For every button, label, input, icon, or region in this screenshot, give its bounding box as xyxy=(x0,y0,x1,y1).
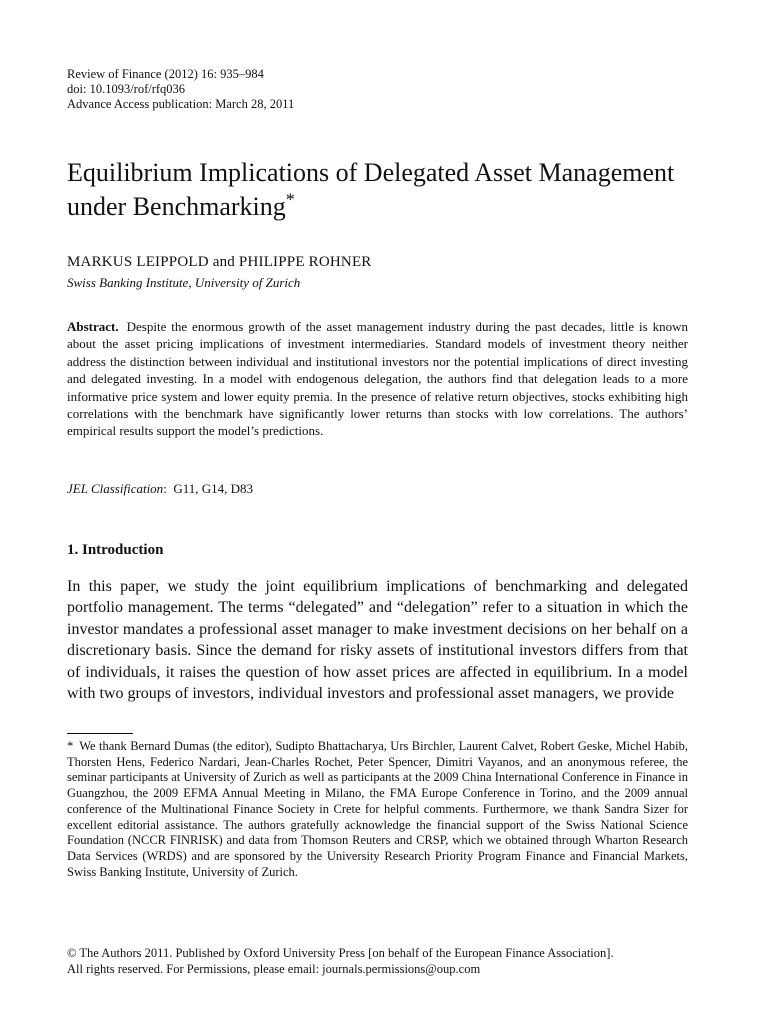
footnote-divider xyxy=(67,733,133,734)
paper-title-text: Equilibrium Implications of Delegated Asset Management under Benchmarking xyxy=(67,158,675,221)
paper-page xyxy=(67,0,688,1024)
paper-title xyxy=(67,156,688,224)
doi-line: doi: 10.1093/rof/rfq036 xyxy=(67,82,186,96)
affiliation: Swiss Banking Institute, University of Zurich xyxy=(67,275,301,290)
journal-metadata xyxy=(67,67,294,112)
footnote xyxy=(67,739,688,880)
footnote-marker: * xyxy=(67,739,74,753)
jel-separator: : xyxy=(163,481,167,496)
access-date: Advance Access publication: March 28, 2011 xyxy=(67,97,295,111)
copyright-line-2: All rights reserved. For Permissions, please email: journals.permissions@oup.com xyxy=(67,962,481,976)
copyright-line-1: © The Authors 2011. Published by Oxford University Press [on behalf of the European Finance Association]. xyxy=(67,946,614,960)
journal-citation: Review of Finance (2012) 16: 935–984 xyxy=(67,67,264,81)
introduction-text: In this paper, we study the joint equilibrium implications of benchmarking and delegated portfolio management. The terms “delegated” and “delegation” refer to a situation in which the investor mandates a professional asset manager to make investment decisions on her behalf on a discretionary basis. Since the demand for risky assets of institutional investors differs from that of individuals, it raises the question of how asset prices are affected in equilibrium. In a model with two groups of investors, individual investors and professional asset managers, we provide xyxy=(67,578,688,703)
footnote-text: We thank Bernard Dumas (the editor), Sudipto Bhattacharya, Urs Birchler, Laurent Calvet, Robert Geske, Michel Habib, Thorsten Hens, Federico Nardari, Jean-Charles Rochet, Peter Spencer, Dimitri Vayanos, and an anonymous referee, the seminar participants at University of Zurich as well as participants at the 2009 China International Conference in Finance in Guangzhou, the 2009 EFMA Annual Meeting in Milano, the FMA Europe Conference in Torino, and the 2009 annual conference of the Multinational Finance Society in Crete for helpful comments. Furthermore, we thank Sandra Sizer for excellent editorial assistance. The authors gratefully acknowledge the financial support of the Swiss National Science Foundation (NCCR FINRISK) and data from Thomson Reuters and CRSP, which we obtained through Wharton Research Data Services (WRDS) and are sponsored by the University Research Priority Program Finance and Financial Markets, Swiss Banking Institute, University of Zurich. xyxy=(67,739,688,879)
abstract xyxy=(67,318,688,440)
section-heading: 1. Introduction xyxy=(67,542,164,558)
title-footnote-marker: * xyxy=(285,189,295,210)
jel-label: JEL Classification xyxy=(67,481,164,496)
abstract-label: Abstract. xyxy=(67,319,119,334)
jel-codes: G11, G14, D83 xyxy=(173,481,253,496)
abstract-text: Despite the enormous growth of the asset management industry during the past decades, little is known about the asset pricing implications of investment intermediaries. Standard models of investment theory neither address the distinction between individual and institutional investors nor the potential implications of direct investing and delegated investing. In a model with endogenous delegation, the authors find that delegation leads to a more informative price system and lower equity premia. In the presence of relative return objectives, stocks exhibiting high correlations with the benchmark have significantly lower returns than stocks with low correlations. The authors’ empirical results support the model’s predictions. xyxy=(67,319,688,439)
jel-classification xyxy=(67,480,253,498)
author-list: MARKUS LEIPPOLD and PHILIPPE ROHNER xyxy=(67,254,372,270)
copyright-notice xyxy=(67,945,688,977)
